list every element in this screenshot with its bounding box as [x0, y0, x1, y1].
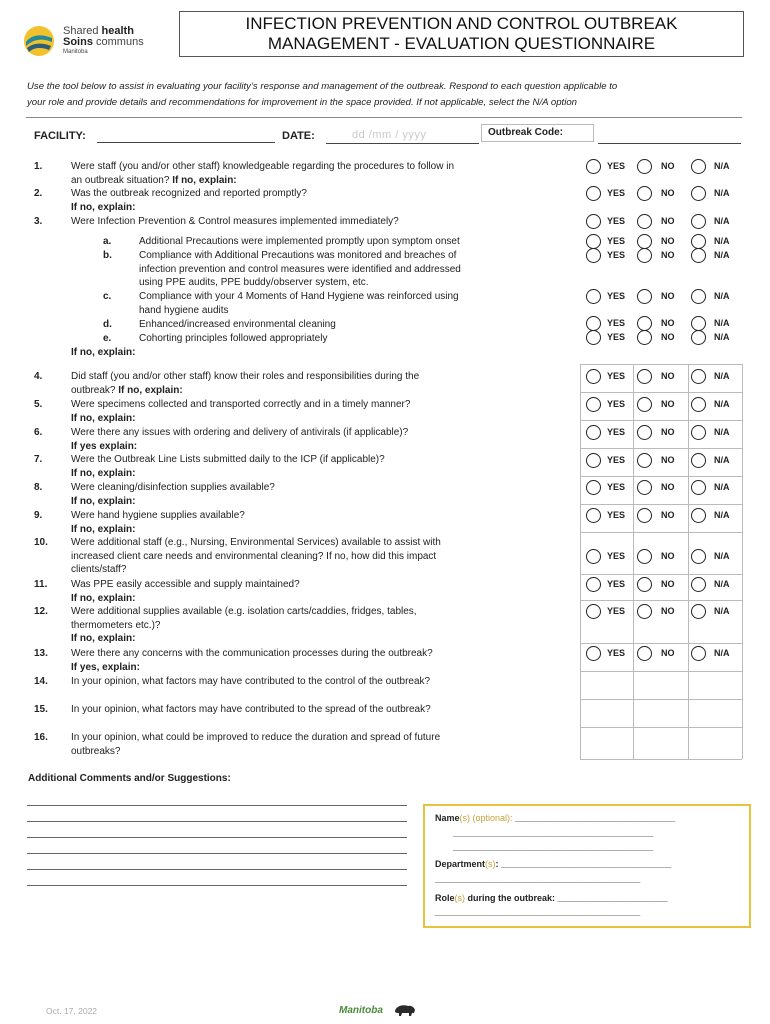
question-number: 12.: [34, 606, 48, 617]
radio-no[interactable]: [637, 369, 652, 384]
radio-na[interactable]: [691, 316, 706, 331]
question-number: 5.: [34, 399, 43, 410]
question-text: Were hand hygiene supplies available?: [71, 510, 245, 521]
option-label-na: N/A: [714, 427, 730, 437]
grid-line: [580, 643, 742, 644]
question-text: Cohorting principles followed appropriately: [139, 333, 328, 344]
question-text: Were there any concerns with the communication processes during the outbreak?: [71, 648, 433, 659]
question-number: 4.: [34, 371, 43, 382]
option-label-yes: YES: [607, 455, 626, 465]
question-number: 11.: [34, 579, 48, 590]
radio-no[interactable]: [637, 234, 652, 249]
grid-line: [580, 759, 742, 760]
question-text: Were cleaning/disinfection supplies available?: [71, 482, 275, 493]
question-number: 3.: [34, 216, 43, 227]
option-label-no: NO: [661, 482, 675, 492]
option-label-yes: YES: [607, 399, 626, 409]
question-number: c.: [103, 291, 112, 302]
shared-health-logo-mark: [22, 24, 56, 58]
radio-na[interactable]: [691, 248, 706, 263]
question-text: Enhanced/increased environmental cleaning: [139, 319, 336, 330]
question-text: Was PPE easily accessible and supply maintained?: [71, 579, 300, 590]
radio-na[interactable]: [691, 397, 706, 412]
option-label-yes: YES: [607, 161, 626, 171]
option-label-yes: YES: [607, 648, 626, 658]
grid-line: [580, 574, 742, 575]
radio-na[interactable]: [691, 214, 706, 229]
radio-na[interactable]: [691, 159, 706, 174]
option-label-yes: YES: [607, 332, 626, 342]
radio-yes[interactable]: [586, 214, 601, 229]
question-text: If no, explain:: [71, 347, 136, 358]
question-number: b.: [103, 250, 112, 261]
date-field[interactable]: [326, 143, 479, 144]
name-field-line[interactable]: ________________________________________: [453, 828, 654, 838]
option-label-na: N/A: [714, 236, 730, 246]
option-label-na: N/A: [714, 648, 730, 658]
form-title: INFECTION PREVENTION AND CONTROL OUTBREAK MANAGEMENT - EVALUATION QUESTIONNAIRE: [179, 11, 744, 57]
facility-field[interactable]: [97, 142, 275, 143]
option-label-na: N/A: [714, 216, 730, 226]
option-label-na: N/A: [714, 188, 730, 198]
question-text: Were the Outbreak Line Lists submitted daily to the ICP (if applicable)?: [71, 454, 385, 465]
option-label-no: NO: [661, 250, 675, 260]
question-text: Were specimens collected and transported correctly and in a timely manner?: [71, 399, 411, 410]
radio-yes[interactable]: [586, 186, 601, 201]
bison-icon: [393, 1003, 417, 1017]
question-text: Did staff (you and/or other staff) know their roles and responsibilities during the: [71, 371, 420, 382]
question-text: If no, explain:: [71, 467, 136, 479]
question-number: d.: [103, 319, 112, 330]
option-label-yes: YES: [607, 579, 626, 589]
grid-line: [580, 476, 742, 477]
radio-na[interactable]: [691, 330, 706, 345]
option-label-no: NO: [661, 648, 675, 658]
option-label-yes: YES: [607, 482, 626, 492]
radio-no[interactable]: [637, 480, 652, 495]
radio-no[interactable]: [637, 316, 652, 331]
question-number: 2.: [34, 188, 43, 199]
grid-line: [580, 420, 742, 421]
manitoba-logo: Manitoba: [339, 1005, 383, 1016]
signoff-box: [423, 804, 751, 928]
footer-date: Oct. 17, 2022: [46, 1006, 98, 1016]
instructions: Use the tool below to assist in evaluating your facility’s response and management of the outbreak. Respond to each question applicable to your role and provide details and recommendations for improvement in the space provided. If not applicable, select the N/A option: [27, 81, 618, 108]
comments-line[interactable]: [27, 885, 407, 886]
option-label-yes: YES: [607, 188, 626, 198]
question-number: e.: [103, 333, 112, 344]
option-label-no: NO: [661, 510, 675, 520]
question-text: If yes, explain:: [71, 661, 140, 673]
radio-na[interactable]: [691, 508, 706, 523]
radio-yes[interactable]: [586, 397, 601, 412]
radio-na[interactable]: [691, 186, 706, 201]
option-label-na: N/A: [714, 455, 730, 465]
radio-yes[interactable]: [586, 289, 601, 304]
radio-no[interactable]: [637, 453, 652, 468]
date-label: DATE:: [282, 130, 315, 142]
question-text: Were there any issues with ordering and delivery of antivirals (if applicable)?: [71, 427, 409, 438]
option-label-na: N/A: [714, 291, 730, 301]
radio-no[interactable]: [637, 214, 652, 229]
grid-line: [633, 364, 634, 759]
radio-na[interactable]: [691, 289, 706, 304]
question-number: 15.: [34, 704, 48, 715]
question-text: In your opinion, what factors may have contributed to the control of the outbreak?: [71, 676, 431, 687]
option-label-no: NO: [661, 455, 675, 465]
grid-line: [580, 600, 742, 601]
question-text: Compliance with Additional Precautions was monitored and breaches of: [139, 250, 457, 261]
question-text: If no, explain:: [71, 201, 136, 213]
department-field-line[interactable]: _________________________________________: [435, 874, 641, 884]
radio-na[interactable]: [691, 453, 706, 468]
option-label-na: N/A: [714, 399, 730, 409]
option-label-no: NO: [661, 332, 675, 342]
option-label-na: N/A: [714, 371, 730, 381]
option-label-no: NO: [661, 188, 675, 198]
grid-line: [580, 448, 742, 449]
option-label-na: N/A: [714, 579, 730, 589]
grid-line: [580, 727, 742, 728]
option-label-yes: YES: [607, 427, 626, 437]
question-text: Additional Precautions were implemented promptly upon symptom onset: [139, 236, 460, 247]
radio-yes[interactable]: [586, 330, 601, 345]
radio-yes[interactable]: [586, 316, 601, 331]
question-text: Were Infection Prevention & Control measures implemented immediately?: [71, 216, 399, 227]
question-text: thermometers etc.)?: [71, 619, 161, 631]
radio-no[interactable]: [637, 397, 652, 412]
option-label-na: N/A: [714, 318, 730, 328]
option-label-na: N/A: [714, 482, 730, 492]
question-text: increased client care needs and environmental cleaning? If no, how did this impact: [71, 550, 437, 562]
question-text: If no, explain:: [71, 412, 136, 424]
option-label-no: NO: [661, 236, 675, 246]
question-number: 16.: [34, 732, 48, 743]
radio-no[interactable]: [637, 330, 652, 345]
radio-yes[interactable]: [586, 425, 601, 440]
radio-yes[interactable]: [586, 159, 601, 174]
question-text: outbreaks?: [71, 745, 121, 757]
radio-no[interactable]: [637, 646, 652, 661]
radio-no[interactable]: [637, 425, 652, 440]
radio-na[interactable]: [691, 480, 706, 495]
option-label-yes: YES: [607, 606, 626, 616]
question-number: 13.: [34, 648, 48, 659]
question-text: In your opinion, what could be improved to reduce the duration and spread of future: [71, 732, 441, 743]
question-number: 14.: [34, 676, 48, 687]
option-label-yes: YES: [607, 371, 626, 381]
grid-line: [580, 504, 742, 505]
grid-line: [580, 532, 742, 533]
name-field[interactable]: Name(s) (optional): ________________________________: [435, 813, 676, 823]
radio-no[interactable]: [637, 508, 652, 523]
question-number: 7.: [34, 454, 43, 465]
comments-label: Additional Comments and/or Suggestions:: [28, 773, 231, 784]
option-label-no: NO: [661, 216, 675, 226]
option-label-no: NO: [661, 161, 675, 171]
question-text: If no, explain:: [71, 592, 136, 604]
role-field-line[interactable]: _________________________________________: [435, 907, 641, 917]
shared-health-logo: [22, 24, 162, 58]
grid-line: [580, 364, 742, 365]
facility-label: FACILITY:: [34, 130, 86, 142]
question-text: infection prevention and control measures were identified and addressed: [139, 263, 461, 275]
question-text: Were additional staff (e.g., Nursing, Environmental Services) available to assist with: [71, 537, 441, 548]
question-text: using PPE audits, PPE buddy/observer system, etc.: [139, 277, 369, 289]
option-label-yes: YES: [607, 216, 626, 226]
role-field[interactable]: Role(s) during the outbreak: ______________________: [435, 893, 668, 903]
question-number: 10.: [34, 537, 48, 548]
outbreak-code-label: Outbreak Code:: [481, 124, 594, 142]
question-text: Compliance with your 4 Moments of Hand Hygiene was reinforced using: [139, 291, 459, 302]
radio-na[interactable]: [691, 425, 706, 440]
option-label-no: NO: [661, 291, 675, 301]
option-label-na: N/A: [714, 332, 730, 342]
radio-yes[interactable]: [586, 646, 601, 661]
question-text: If no, explain:: [71, 523, 136, 535]
comments-line[interactable]: [27, 821, 407, 822]
question-number: 1.: [34, 161, 43, 172]
question-number: 9.: [34, 510, 43, 521]
grid-line: [580, 392, 742, 393]
question-text: hand hygiene audits: [139, 304, 229, 316]
comments-line[interactable]: [27, 869, 407, 870]
question-number: 8.: [34, 482, 43, 493]
radio-yes[interactable]: [586, 369, 601, 384]
option-label-no: NO: [661, 551, 675, 561]
option-label-na: N/A: [714, 250, 730, 260]
grid-line: [580, 699, 742, 700]
radio-yes[interactable]: [586, 577, 601, 592]
radio-no[interactable]: [637, 289, 652, 304]
question-text: an outbreak situation? If no, explain:: [71, 174, 237, 186]
radio-na[interactable]: [691, 234, 706, 249]
radio-yes[interactable]: [586, 480, 601, 495]
question-text: Were staff (you and/or other staff) knowledgeable regarding the procedures to follow in: [71, 161, 455, 172]
radio-yes[interactable]: [586, 234, 601, 249]
option-label-yes: YES: [607, 510, 626, 520]
radio-yes[interactable]: [586, 453, 601, 468]
radio-yes[interactable]: [586, 549, 601, 564]
option-label-no: NO: [661, 427, 675, 437]
option-label-na: N/A: [714, 606, 730, 616]
department-field[interactable]: Department(s): __________________________________: [435, 859, 672, 869]
option-label-yes: YES: [607, 236, 626, 246]
question-text: Were additional supplies available (e.g. isolation carts/caddies, fridges, tables,: [71, 606, 417, 617]
question-text: If no, explain:: [71, 633, 136, 645]
comments-line[interactable]: [27, 853, 407, 854]
option-label-yes: YES: [607, 250, 626, 260]
date-placeholder: dd /mm / yyyy: [352, 129, 427, 141]
comments-line[interactable]: [27, 837, 407, 838]
radio-na[interactable]: [691, 549, 706, 564]
question-text: If yes explain:: [71, 440, 138, 452]
grid-line: [580, 671, 742, 672]
radio-no[interactable]: [637, 159, 652, 174]
logo-wordmark: Shared health Soins communs Manitoba: [63, 25, 144, 55]
option-label-yes: YES: [607, 291, 626, 301]
radio-na[interactable]: [691, 369, 706, 384]
question-number: a.: [103, 236, 112, 247]
option-label-na: N/A: [714, 510, 730, 520]
radio-no[interactable]: [637, 549, 652, 564]
question-number: 6.: [34, 427, 43, 438]
option-label-no: NO: [661, 399, 675, 409]
grid-line: [742, 364, 743, 759]
name-field-line[interactable]: ________________________________________: [453, 842, 654, 852]
radio-no[interactable]: [637, 248, 652, 263]
option-label-yes: YES: [607, 551, 626, 561]
divider: [26, 117, 742, 118]
grid-line: [580, 364, 581, 759]
option-label-na: N/A: [714, 161, 730, 171]
radio-no[interactable]: [637, 186, 652, 201]
radio-na[interactable]: [691, 646, 706, 661]
radio-na[interactable]: [691, 604, 706, 619]
outbreak-code-field[interactable]: [598, 143, 741, 144]
radio-no[interactable]: [637, 604, 652, 619]
grid-line: [688, 364, 689, 759]
option-label-na: N/A: [714, 551, 730, 561]
radio-yes[interactable]: [586, 604, 601, 619]
question-text: In your opinion, what factors may have contributed to the spread of the outbreak?: [71, 704, 431, 715]
radio-yes[interactable]: [586, 508, 601, 523]
question-text: clients/staff?: [71, 564, 127, 576]
radio-yes[interactable]: [586, 248, 601, 263]
option-label-no: NO: [661, 318, 675, 328]
option-label-yes: YES: [607, 318, 626, 328]
question-text: outbreak? If no, explain:: [71, 384, 183, 396]
radio-no[interactable]: [637, 577, 652, 592]
question-text: Was the outbreak recognized and reported promptly?: [71, 188, 307, 199]
option-label-no: NO: [661, 606, 675, 616]
radio-na[interactable]: [691, 577, 706, 592]
option-label-no: NO: [661, 579, 675, 589]
question-text: If no, explain:: [71, 495, 136, 507]
comments-line[interactable]: [27, 805, 407, 806]
option-label-no: NO: [661, 371, 675, 381]
